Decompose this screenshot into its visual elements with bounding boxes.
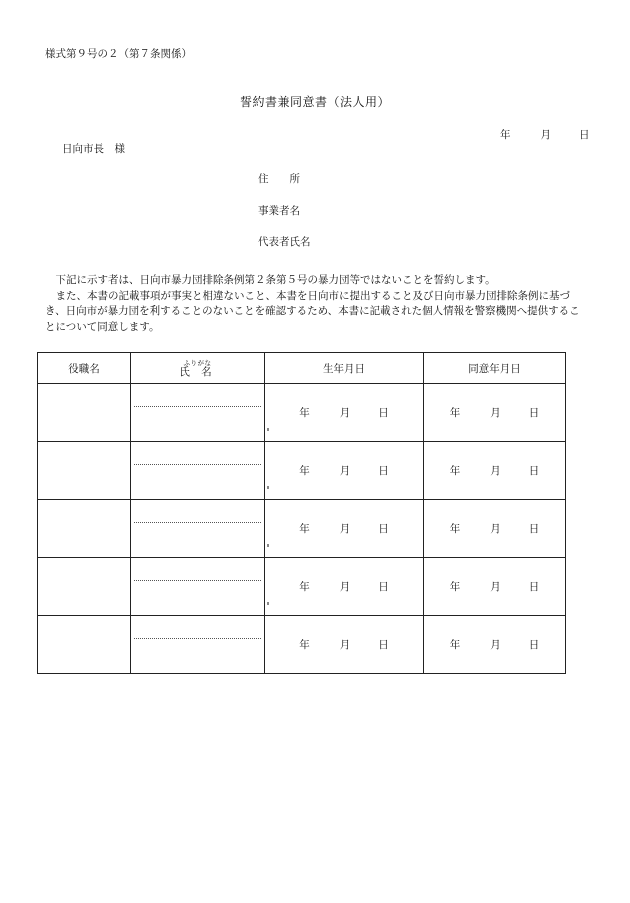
birth-date-cell[interactable] <box>265 558 424 616</box>
day-label: 日 <box>378 523 389 535</box>
month-label: 月 <box>490 465 501 477</box>
day-label: 日 <box>528 581 540 593</box>
month-label: 月 <box>339 523 351 535</box>
furigana-rule <box>134 580 261 581</box>
title-cell[interactable] <box>38 500 131 558</box>
month-label: 月 <box>339 465 351 477</box>
month-label: 月 <box>339 581 351 593</box>
name-cell[interactable] <box>131 384 265 442</box>
consent-date-cell[interactable] <box>424 384 566 442</box>
header-consent-date: 同意年月日 <box>424 353 566 384</box>
month-label: 月 <box>490 639 501 651</box>
row-tick-mark <box>267 544 269 547</box>
date-year-label: 年 <box>500 129 511 141</box>
year-label: 年 <box>299 465 310 477</box>
furigana-rule <box>134 522 261 523</box>
birth-date-cell[interactable] <box>265 616 424 674</box>
year-label: 年 <box>299 523 310 535</box>
year-label: 年 <box>449 465 461 477</box>
date-month-label: 月 <box>540 129 551 141</box>
pledge-paragraph: 下記に示す者は、日向市暴力団排除条例第２条第５号の暴力団等ではないことを誓約します。 <box>55 274 496 286</box>
header-title: 役職名 <box>38 353 131 384</box>
row-tick-mark <box>267 428 269 431</box>
day-label: 日 <box>378 465 389 477</box>
month-label: 月 <box>490 523 501 535</box>
year-label: 年 <box>449 523 461 535</box>
row-tick-mark <box>267 602 269 605</box>
day-label: 日 <box>528 523 540 535</box>
birth-date-cell[interactable] <box>265 384 424 442</box>
day-label: 日 <box>378 639 389 651</box>
name-cell[interactable] <box>131 442 265 500</box>
consent-table <box>37 352 566 674</box>
address-label: 住 所 <box>258 173 300 185</box>
business-name-label: 事業者名 <box>258 205 300 217</box>
month-label: 月 <box>339 639 351 651</box>
addressee: 日向市長 様 <box>62 143 125 155</box>
pledge-text <box>45 273 590 335</box>
title-cell[interactable] <box>38 616 131 674</box>
year-label: 年 <box>449 407 461 419</box>
year-label: 年 <box>449 581 461 593</box>
consent-date-cell[interactable] <box>424 616 566 674</box>
title-cell[interactable] <box>38 558 131 616</box>
representative-name-label: 代表者氏名 <box>258 236 311 248</box>
year-label: 年 <box>299 581 310 593</box>
row-tick-mark <box>267 486 269 489</box>
document-title: 誓約書兼同意書（法人用） <box>239 95 390 109</box>
header-name-label: 氏 名 <box>179 366 216 378</box>
form-number: 様式第９号の２（第７条関係） <box>45 48 192 60</box>
name-cell[interactable] <box>131 558 265 616</box>
table-row <box>38 500 566 558</box>
day-label: 日 <box>528 465 540 477</box>
month-label: 月 <box>339 407 351 419</box>
table-row <box>38 558 566 616</box>
year-label: 年 <box>299 639 310 651</box>
day-label: 日 <box>378 581 389 593</box>
year-label: 年 <box>449 639 461 651</box>
consent-paragraph: また、本書の記載事項が事実と相違ないこと、本書を日向市に提出すること及び日向市暴力団排除条例に基づき、日向市が暴力団を利することのないことを確認するため、本書に記載された個人情報を警察機関へ提供することについて同意します。 <box>45 289 580 333</box>
table-row <box>38 616 566 674</box>
year-label: 年 <box>299 407 310 419</box>
furigana-rule <box>134 464 261 465</box>
header-name <box>131 353 265 384</box>
furigana-rule <box>134 406 261 407</box>
consent-date-cell[interactable] <box>424 442 566 500</box>
birth-date-cell[interactable] <box>265 500 424 558</box>
name-cell[interactable] <box>131 616 265 674</box>
consent-date-cell[interactable] <box>424 500 566 558</box>
table-header-row <box>38 353 566 384</box>
document-date <box>500 127 590 142</box>
day-label: 日 <box>378 407 389 419</box>
day-label: 日 <box>528 639 540 651</box>
table-row <box>38 442 566 500</box>
birth-date-cell[interactable] <box>265 442 424 500</box>
month-label: 月 <box>490 407 501 419</box>
header-furigana: ふりがな <box>183 359 212 367</box>
month-label: 月 <box>490 581 501 593</box>
consent-date-cell[interactable] <box>424 558 566 616</box>
date-day-label: 日 <box>579 129 590 141</box>
header-birth-date: 生年月日 <box>265 353 424 384</box>
furigana-rule <box>134 638 261 639</box>
title-cell[interactable] <box>38 442 131 500</box>
day-label: 日 <box>528 407 540 419</box>
title-cell[interactable] <box>38 384 131 442</box>
table-row <box>38 384 566 442</box>
name-cell[interactable] <box>131 500 265 558</box>
